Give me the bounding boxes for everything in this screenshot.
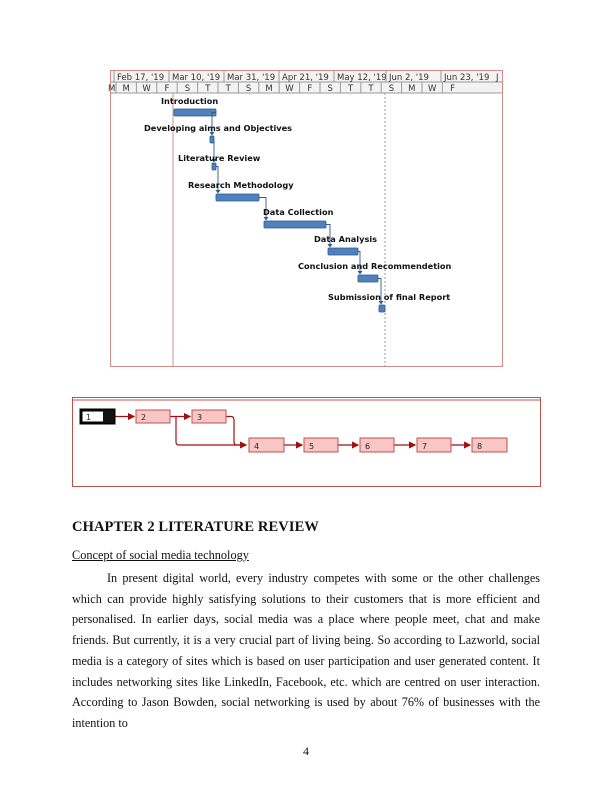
task-label: Submission of final Report bbox=[328, 292, 451, 302]
date-header: Feb 17, '19 bbox=[117, 73, 165, 83]
task-bar bbox=[210, 136, 214, 143]
network-node-label: 7 bbox=[422, 442, 428, 451]
date-header: Mar 10, '19 bbox=[172, 73, 221, 83]
task-bar bbox=[379, 305, 385, 312]
task-bar bbox=[212, 163, 216, 170]
gantt-chart bbox=[110, 70, 503, 367]
dependency-arrowhead bbox=[328, 244, 333, 248]
day-header: T bbox=[368, 84, 374, 94]
task-label: Data Analysis bbox=[314, 234, 377, 244]
day-header-overflow: M bbox=[108, 84, 116, 94]
task-label: Developing aims and Objectives bbox=[144, 123, 293, 133]
day-header: W bbox=[427, 84, 437, 94]
task-label: Introduction bbox=[161, 96, 219, 106]
network-node-label: 2 bbox=[141, 413, 147, 422]
network-node-label: 8 bbox=[477, 442, 483, 451]
task-bar bbox=[264, 221, 326, 228]
task-bar bbox=[174, 109, 216, 116]
day-header: F bbox=[307, 84, 313, 94]
day-header: S bbox=[327, 84, 333, 94]
chapter-title: CHAPTER 2 LITERATURE REVIEW bbox=[72, 519, 319, 535]
day-header: T bbox=[347, 84, 354, 94]
network-edge bbox=[226, 417, 246, 446]
date-header-overflow: J bbox=[496, 73, 499, 83]
network-node-1-selection bbox=[103, 410, 114, 423]
day-header: M bbox=[265, 84, 273, 94]
network-node-label: 5 bbox=[309, 442, 315, 451]
network-node-label: 3 bbox=[197, 413, 203, 422]
dependency-arrowhead bbox=[358, 271, 363, 275]
body-paragraph: In present digital world, every industry competes with some or the other challenges which can provide highly satisfying solutions to their customers that is more efficient and personalised. In earlier days, social media was a place where people meet, chat and make friends. But currently, it is a very crucial part of living being. So according to Lazworld, social media is a category of sites which is based on user participation and user generated content. It includes networking sites like LinkedIn, Facebook, etc. which are centred on user interaction. According to Jason Bowden, social networking is used by about 76% of businesses with the intention to bbox=[72, 571, 540, 730]
network-node-label: 4 bbox=[254, 442, 260, 451]
day-header: S bbox=[245, 84, 252, 94]
page-number: 4 bbox=[303, 744, 309, 758]
day-header: S bbox=[184, 84, 191, 94]
day-header: S bbox=[388, 84, 395, 94]
date-header: Jun 2, '19 bbox=[389, 73, 429, 83]
date-header: Jun 23, '19 bbox=[444, 73, 490, 83]
day-header: W bbox=[142, 84, 151, 94]
task-label: Conclusion and Recommendetion bbox=[298, 261, 452, 271]
date-header: Apr 21, '19 bbox=[282, 73, 329, 83]
task-label: Literature Review bbox=[178, 153, 261, 163]
task-label: Data Collection bbox=[263, 207, 334, 217]
day-header: W bbox=[285, 84, 294, 94]
network-node-label: 6 bbox=[365, 442, 371, 451]
day-header: T bbox=[205, 84, 211, 94]
day-header: F bbox=[164, 84, 170, 94]
task-label: Research Methodology bbox=[188, 180, 294, 190]
date-header: Mar 31, '19 bbox=[227, 73, 276, 83]
task-bar bbox=[216, 194, 259, 201]
day-header: F bbox=[450, 84, 456, 94]
network-diagram bbox=[72, 397, 541, 487]
network-node-label: 1 bbox=[86, 413, 92, 422]
day-header: T bbox=[225, 84, 231, 94]
task-bar bbox=[358, 275, 378, 282]
date-header: May 12, '19 bbox=[337, 73, 387, 83]
day-header: M bbox=[122, 84, 130, 94]
section-heading: Concept of social media technology bbox=[72, 548, 249, 562]
dependency-arrowhead bbox=[216, 190, 221, 194]
task-bar bbox=[328, 248, 358, 255]
day-header: M bbox=[408, 84, 416, 94]
dependency-arrowhead bbox=[264, 217, 269, 221]
